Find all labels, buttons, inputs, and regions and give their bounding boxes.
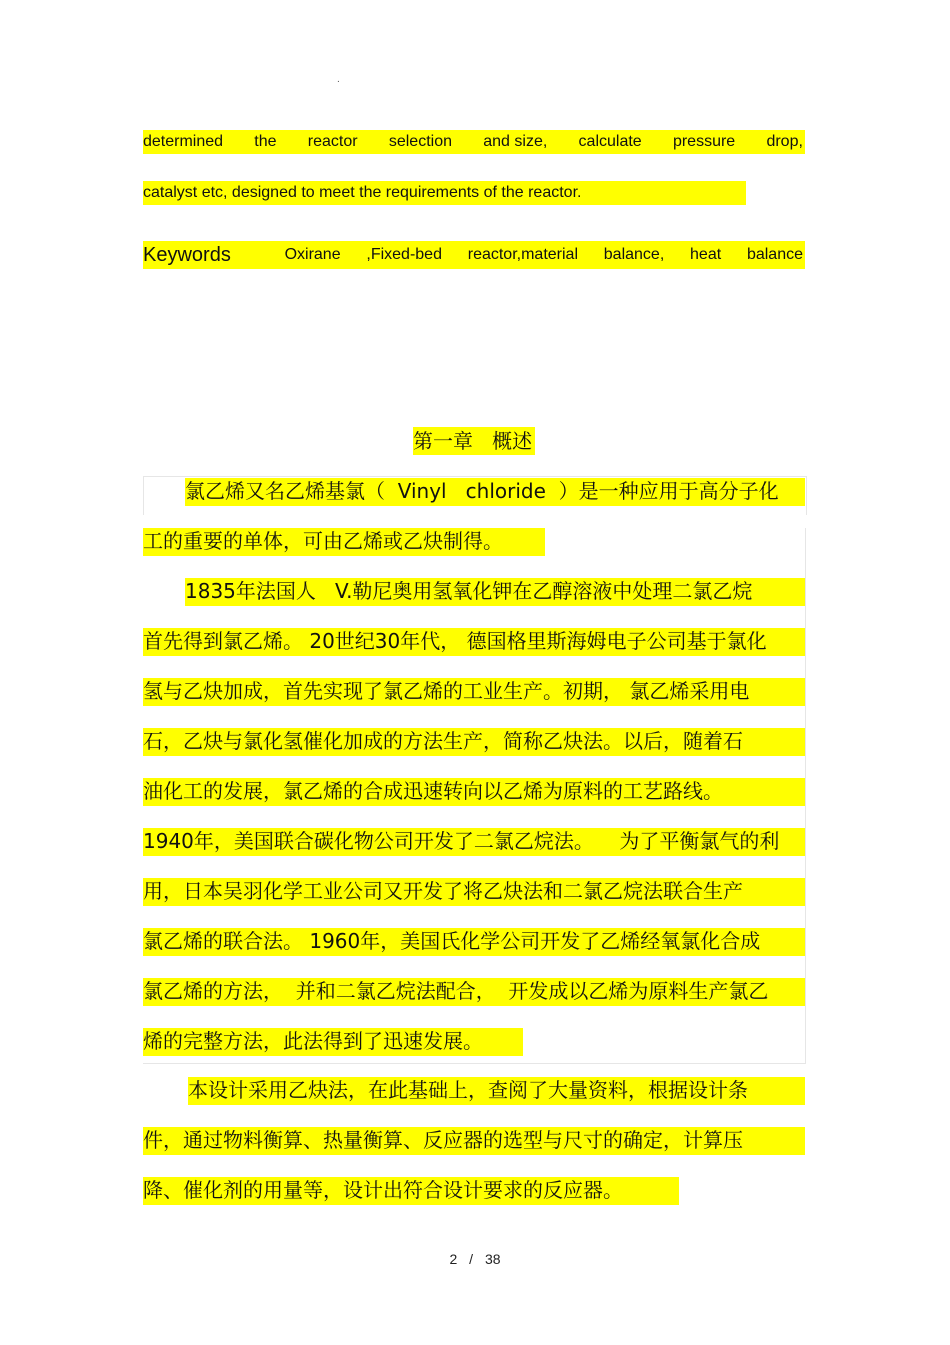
paragraph-2-line-7: 用，日本吴羽化学工业公司又开发了将乙炔法和二氯乙烷法联合生产: [143, 878, 805, 906]
keyword: Oxirane: [284, 246, 341, 263]
abstract-word: the: [254, 133, 277, 150]
paragraph-1-line-1: 氯乙烯又名乙烯基氯（ Vinyl chloride ）是一种应用于高分子化: [185, 478, 805, 506]
keywords-line: [143, 241, 805, 269]
page-current: 2: [449, 1251, 458, 1267]
paragraph-2-line-6: 1940年，美国联合碳化物公司开发了二氯乙烷法。 为了平衡氯气的利: [143, 828, 805, 856]
abstract-word: and size,: [483, 133, 548, 150]
abstract-word: pressure: [672, 133, 736, 150]
abstract-word: calculate: [578, 133, 642, 150]
keyword: balance,: [603, 246, 665, 263]
page-total: 38: [484, 1251, 501, 1267]
paragraph-2-line-9: 氯乙烯的方法， 并和二氯乙烷法配合， 开发成以乙烯为原料生产氯乙: [143, 978, 805, 1006]
keyword: ,Fixed-bed: [366, 246, 442, 263]
paragraph-2-line-10: 烯的完整方法，此法得到了迅速发展。: [143, 1028, 523, 1056]
abstract-word: determined: [143, 133, 224, 150]
paragraph-3-line-3: 降、催化剂的用量等，设计出符合设计要求的反应器。: [143, 1177, 679, 1205]
header-mark: .: [337, 74, 340, 85]
paragraph-2-line-2: 首先得到氯乙烯。 20世纪30年代， 德国格里斯海姆电子公司基于氯化: [143, 628, 805, 656]
page-number: [0, 1251, 950, 1267]
abstract-word: drop,: [766, 133, 803, 150]
paragraph-1-line-2: 工的重要的单体，可由乙烯或乙炔制得。: [143, 528, 545, 556]
abstract-line-2: [143, 181, 746, 205]
paragraph-3-line-1: 本设计采用乙炔法，在此基础上，查阅了大量资料，根据设计条: [188, 1077, 805, 1105]
paragraph-2-line-5: 油化工的发展，氯乙烯的合成迅速转向以乙烯为原料的工艺路线。: [143, 778, 805, 806]
abstract-word: reactor: [307, 133, 358, 150]
abstract-line-2-text: catalyst etc, designed to meet the requirements of the reactor.: [143, 184, 582, 201]
keywords-label: Keywords: [143, 244, 231, 266]
paragraph-2-line-3: 氢与乙炔加成，首先实现了氯乙烯的工业生产。初期， 氯乙烯采用电: [143, 678, 805, 706]
paragraph-3-line-2: 件，通过物料衡算、热量衡算、反应器的选型与尺寸的确定，计算压: [143, 1127, 805, 1155]
chapter-title: 第一章 概述: [413, 427, 535, 455]
paragraph-2-line-4: 石，乙炔与氯化氢催化加成的方法生产，简称乙炔法。以后，随着石: [143, 728, 805, 756]
paragraph-2-line-1: 1835年法国人 V.勒尼奥用氢氧化钾在乙醇溶液中处理二氯乙烷: [185, 578, 805, 606]
paragraph-2-line-8: 氯乙烯的联合法。 1960年，美国氏化学公司开发了乙烯经氧氯化合成: [143, 928, 805, 956]
keyword: balance: [746, 246, 803, 263]
abstract-word: selection: [388, 133, 452, 150]
keyword: reactor,material: [467, 246, 578, 263]
keyword: heat: [690, 246, 722, 263]
page-separator: /: [469, 1251, 474, 1267]
abstract-line-1: [143, 130, 805, 154]
